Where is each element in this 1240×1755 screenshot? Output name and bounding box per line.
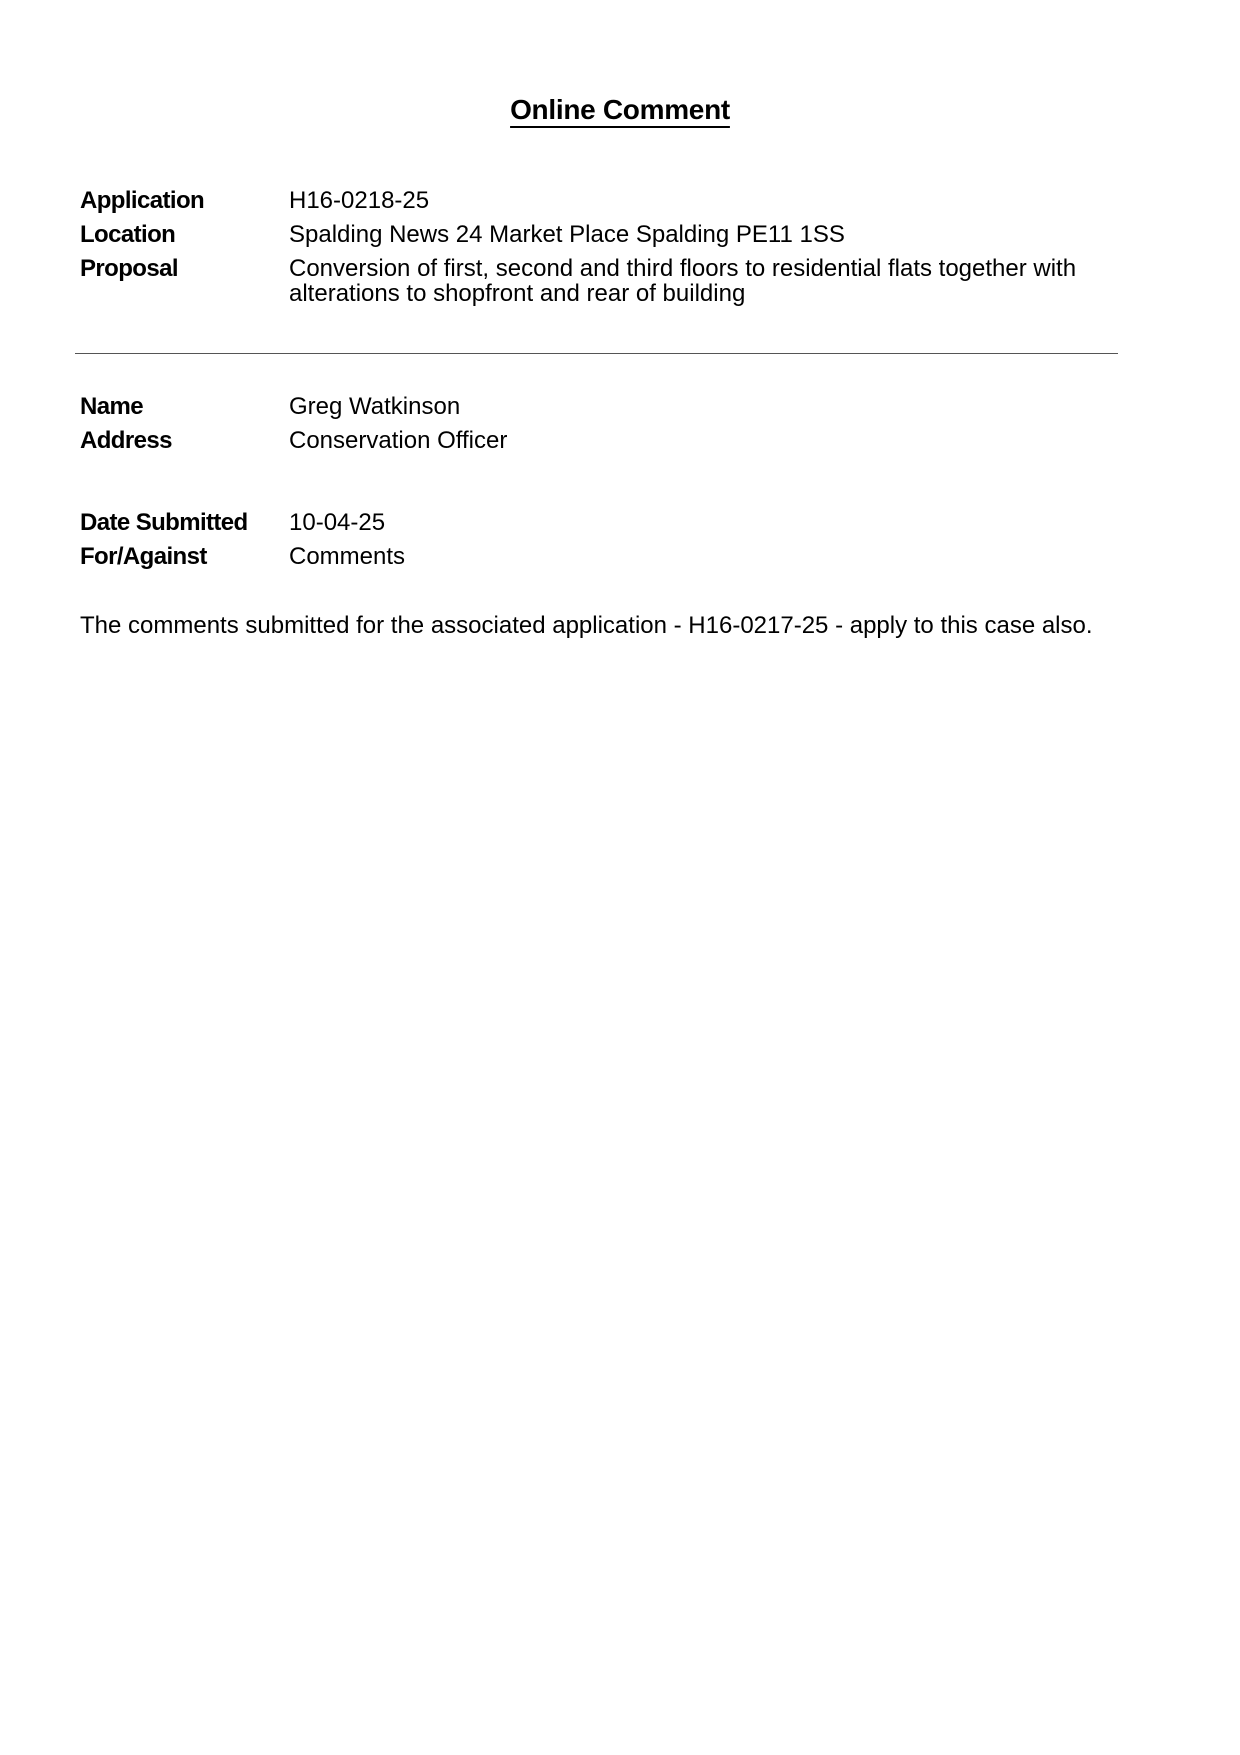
- name-row: [80, 390, 1125, 424]
- application-details-section: [80, 184, 1125, 306]
- proposal-label: Proposal: [80, 255, 178, 282]
- for-against-value: Comments: [289, 543, 406, 570]
- proposal-row: [80, 252, 1125, 306]
- page-title: Online Comment: [510, 94, 730, 125]
- application-row: [80, 184, 1125, 218]
- for-against-row: [80, 540, 1125, 574]
- comment-body: The comments submitted for the associated application - H16-0217-25 - apply to this case also.: [80, 612, 1093, 639]
- address-value: Conservation Officer: [289, 427, 508, 454]
- application-label: Application: [80, 187, 205, 214]
- location-value: Spalding News 24 Market Place Spalding PE11 1SS: [289, 221, 845, 248]
- proposal-value: Conversion of first, second and third floors to residential flats together with alterations to shopfront and rear of building: [289, 255, 1077, 307]
- date-submitted-label: Date Submitted: [80, 509, 248, 536]
- section-divider: [75, 353, 1118, 354]
- commenter-section: [80, 390, 1125, 458]
- submission-section: [80, 506, 1125, 574]
- for-against-label: For/Against: [80, 543, 207, 570]
- name-value: Greg Watkinson: [289, 393, 461, 420]
- name-label: Name: [80, 393, 143, 420]
- application-value: H16-0218-25: [289, 187, 430, 214]
- date-submitted-value: 10-04-25: [289, 509, 386, 536]
- location-label: Location: [80, 221, 176, 248]
- location-row: [80, 218, 1125, 252]
- date-submitted-row: [80, 506, 1125, 540]
- address-label: Address: [80, 427, 172, 454]
- address-row: [80, 424, 1125, 458]
